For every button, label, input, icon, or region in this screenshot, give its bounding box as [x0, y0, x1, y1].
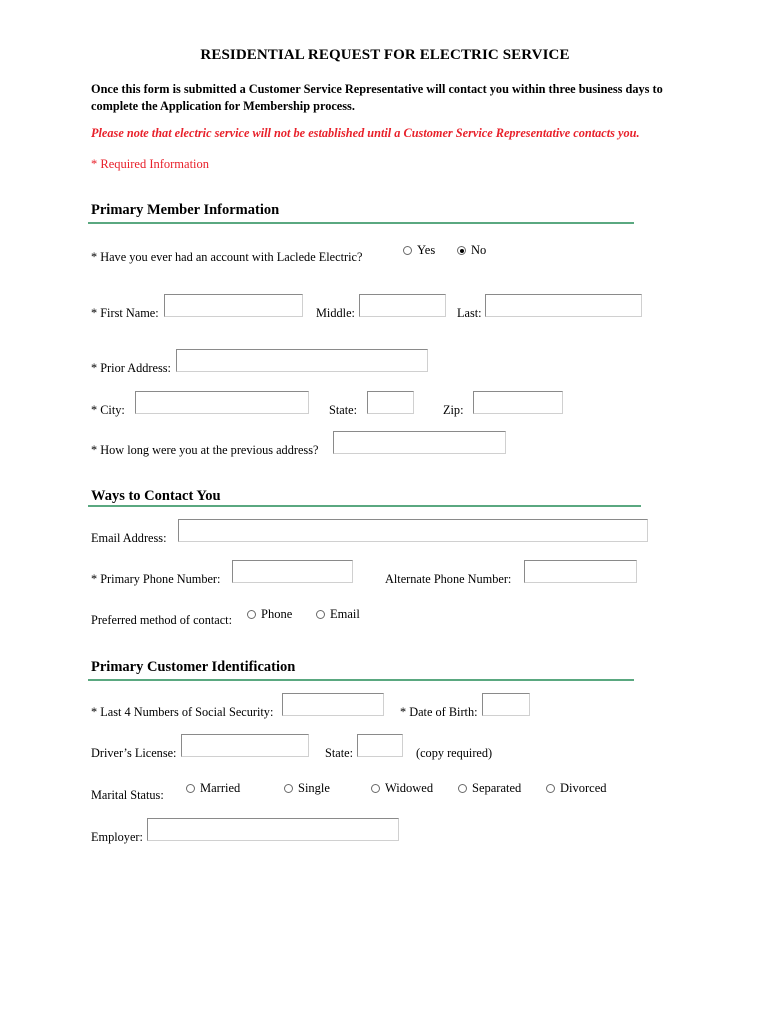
radio-circle-icon	[247, 610, 256, 619]
preferred-contact-label: Preferred method of contact:	[91, 613, 233, 627]
radio-circle-icon	[316, 610, 325, 619]
state-label: State:	[329, 403, 358, 417]
intro-text: Once this form is submitted a Customer Service Representative will contact you within three business days to complete the Application for Membership process.	[91, 82, 663, 113]
copy-required-note: (copy required)	[416, 746, 493, 760]
radio-circle-icon	[546, 784, 555, 793]
middle-name-label: Middle:	[316, 306, 355, 320]
alt-phone-field[interactable]	[524, 560, 637, 583]
radio-circle-icon	[458, 784, 467, 793]
prior-address-field[interactable]	[176, 349, 428, 372]
radio-contact-email[interactable]: Email	[316, 607, 360, 622]
section-identification: Primary Customer Identification	[91, 659, 296, 675]
prior-address-label: * Prior Address:	[91, 361, 171, 375]
dob-label: * Date of Birth:	[400, 705, 478, 719]
dob-field[interactable]	[482, 693, 530, 716]
section-contact: Ways to Contact You	[91, 488, 221, 504]
radio-widowed[interactable]: Widowed	[371, 781, 433, 796]
radio-account-no[interactable]: No	[457, 243, 486, 258]
service-note: Please note that electric service will not be established until a Customer Service Representative contacts you.	[91, 126, 640, 140]
first-name-field[interactable]	[164, 294, 303, 317]
radio-single[interactable]: Single	[284, 781, 330, 796]
alt-phone-label: Alternate Phone Number:	[385, 572, 512, 586]
first-name-label: * First Name:	[91, 306, 159, 320]
radio-circle-icon	[284, 784, 293, 793]
radio-contact-phone[interactable]: Phone	[247, 607, 292, 622]
marital-status-label: Marital Status:	[91, 788, 164, 802]
radio-divorced[interactable]: Divorced	[546, 781, 607, 796]
how-long-label: * How long were you at the previous address?	[91, 443, 319, 457]
section-primary-member: Primary Member Information	[91, 202, 280, 218]
employer-field[interactable]	[147, 818, 399, 841]
radio-circle-icon	[186, 784, 195, 793]
radio-circle-icon	[403, 246, 412, 255]
last-name-field[interactable]	[485, 294, 642, 317]
state-field[interactable]	[367, 391, 414, 414]
radio-married[interactable]: Married	[186, 781, 240, 796]
ssn-field[interactable]	[282, 693, 384, 716]
drivers-license-field[interactable]	[181, 734, 309, 757]
ssn-label: * Last 4 Numbers of Social Security:	[91, 705, 274, 719]
license-state-label: State:	[325, 746, 354, 760]
email-label: Email Address:	[91, 531, 167, 545]
middle-name-field[interactable]	[359, 294, 446, 317]
radio-circle-icon	[371, 784, 380, 793]
radio-separated[interactable]: Separated	[458, 781, 521, 796]
zip-label: Zip:	[443, 403, 464, 417]
required-info-note: * Required Information	[91, 157, 210, 171]
city-label: * City:	[91, 403, 125, 417]
section-divider	[88, 222, 634, 224]
account-question-label: * Have you ever had an account with Laclede Electric?	[91, 250, 363, 264]
radio-account-yes[interactable]: Yes	[403, 243, 435, 258]
zip-field[interactable]	[473, 391, 563, 414]
section-divider	[88, 505, 641, 507]
how-long-field[interactable]	[333, 431, 506, 454]
radio-checked-icon	[457, 246, 466, 255]
primary-phone-label: * Primary Phone Number:	[91, 572, 221, 586]
license-state-field[interactable]	[357, 734, 403, 757]
primary-phone-field[interactable]	[232, 560, 353, 583]
email-field[interactable]	[178, 519, 648, 542]
employer-label: Employer:	[91, 830, 143, 844]
section-divider	[88, 679, 634, 681]
form-title: RESIDENTIAL REQUEST FOR ELECTRIC SERVICE	[200, 47, 570, 63]
last-name-label: Last:	[457, 306, 482, 320]
drivers-license-label: Driver’s License:	[91, 746, 177, 760]
city-field[interactable]	[135, 391, 309, 414]
